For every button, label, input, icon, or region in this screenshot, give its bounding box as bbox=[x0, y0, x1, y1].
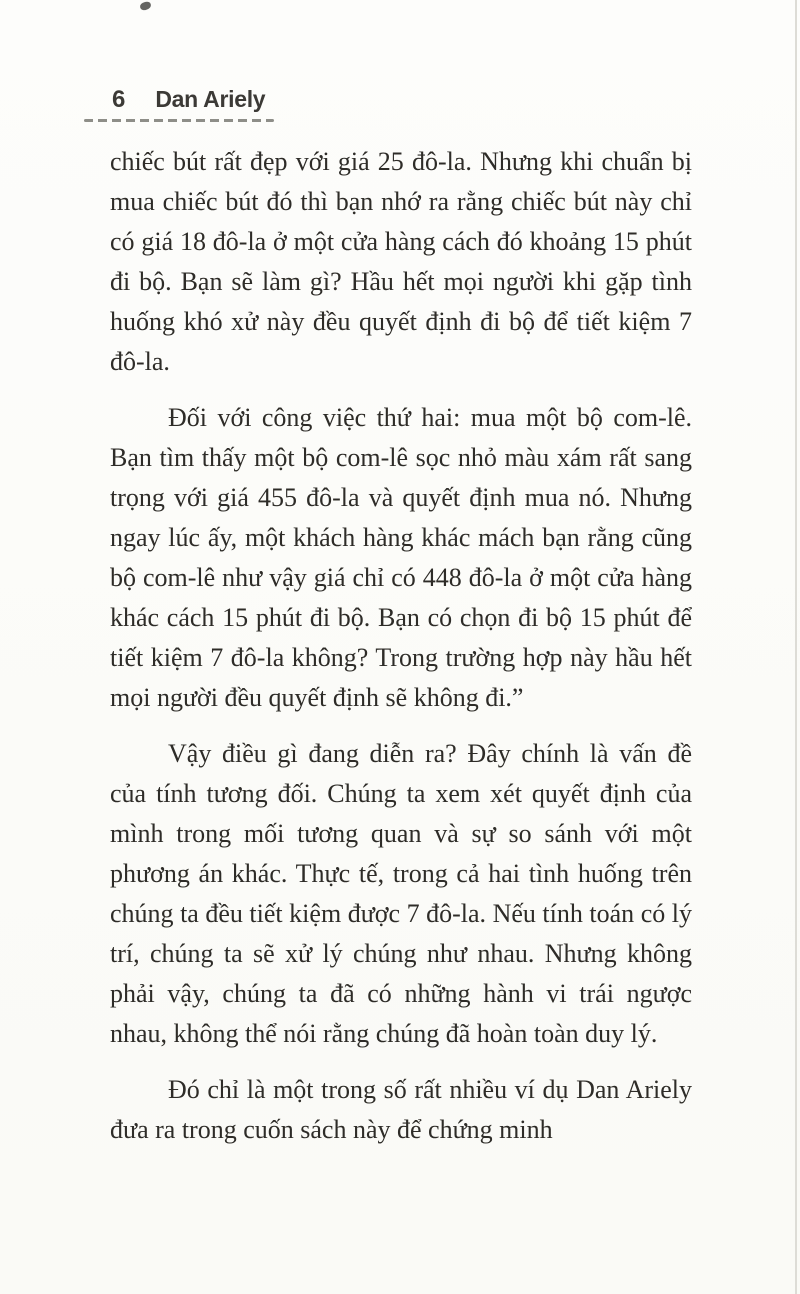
paragraph: Đó chỉ là một trong số rất nhiều ví dụ Dan Ariely đưa ra trong cuốn sách này để chứng minh bbox=[110, 1075, 692, 1144]
running-header bbox=[112, 86, 265, 114]
page-body bbox=[110, 142, 692, 1166]
page-number: 6 bbox=[112, 86, 126, 113]
scan-page-edge bbox=[795, 0, 797, 1294]
paragraph: Đối với công việc thứ hai: mua một bộ com-lê. Bạn tìm thấy một bộ com-lê sọc nhỏ màu xám rất sang trọng với giá 455 đô-la và quyết định mua nó. Nhưng ngay lúc ấy, một khách hàng khác mách bạn rằng cũng bộ com-lê như vậy giá chỉ có 448 đô-la ở một cửa hàng khác cách 15 phút đi bộ. Bạn có chọn đi bộ 15 phút để tiết kiệm 7 đô-la không? Trong trường hợp này hầu hết mọi người đều quyết định sẽ không đi.” bbox=[110, 403, 692, 712]
paragraph-continuation: chiếc bút rất đẹp với giá 25 đô-la. Nhưng khi chuẩn bị mua chiếc bút đó thì bạn nhớ ra rằng chiếc bút này chỉ có giá 18 đô-la ở một cửa hàng cách đó khoảng 15 phút đi bộ. Bạn sẽ làm gì? Hầu hết mọi người khi gặp tình huống khó xử này đều quyết định đi bộ để tiết kiệm 7 đô-la. bbox=[110, 147, 692, 376]
running-header-author: Dan Ariely bbox=[155, 86, 266, 112]
header-divider-dashed bbox=[84, 119, 274, 122]
scan-ink-speck bbox=[139, 1, 151, 11]
paragraph: Vậy điều gì đang diễn ra? Đây chính là vấn đề của tính tương đối. Chúng ta xem xét quyết định của mình trong mối tương quan và sự so sánh với một phương án khác. Thực tế, trong cả hai tình huống trên chúng ta đều tiết kiệm được 7 đô-la. Nếu tính toán có lý trí, chúng ta sẽ xử lý chúng như nhau. Nhưng không phải vậy, chúng ta đã có những hành vi trái ngược nhau, không thể nói rằng chúng đã hoàn toàn duy lý. bbox=[110, 739, 692, 1048]
